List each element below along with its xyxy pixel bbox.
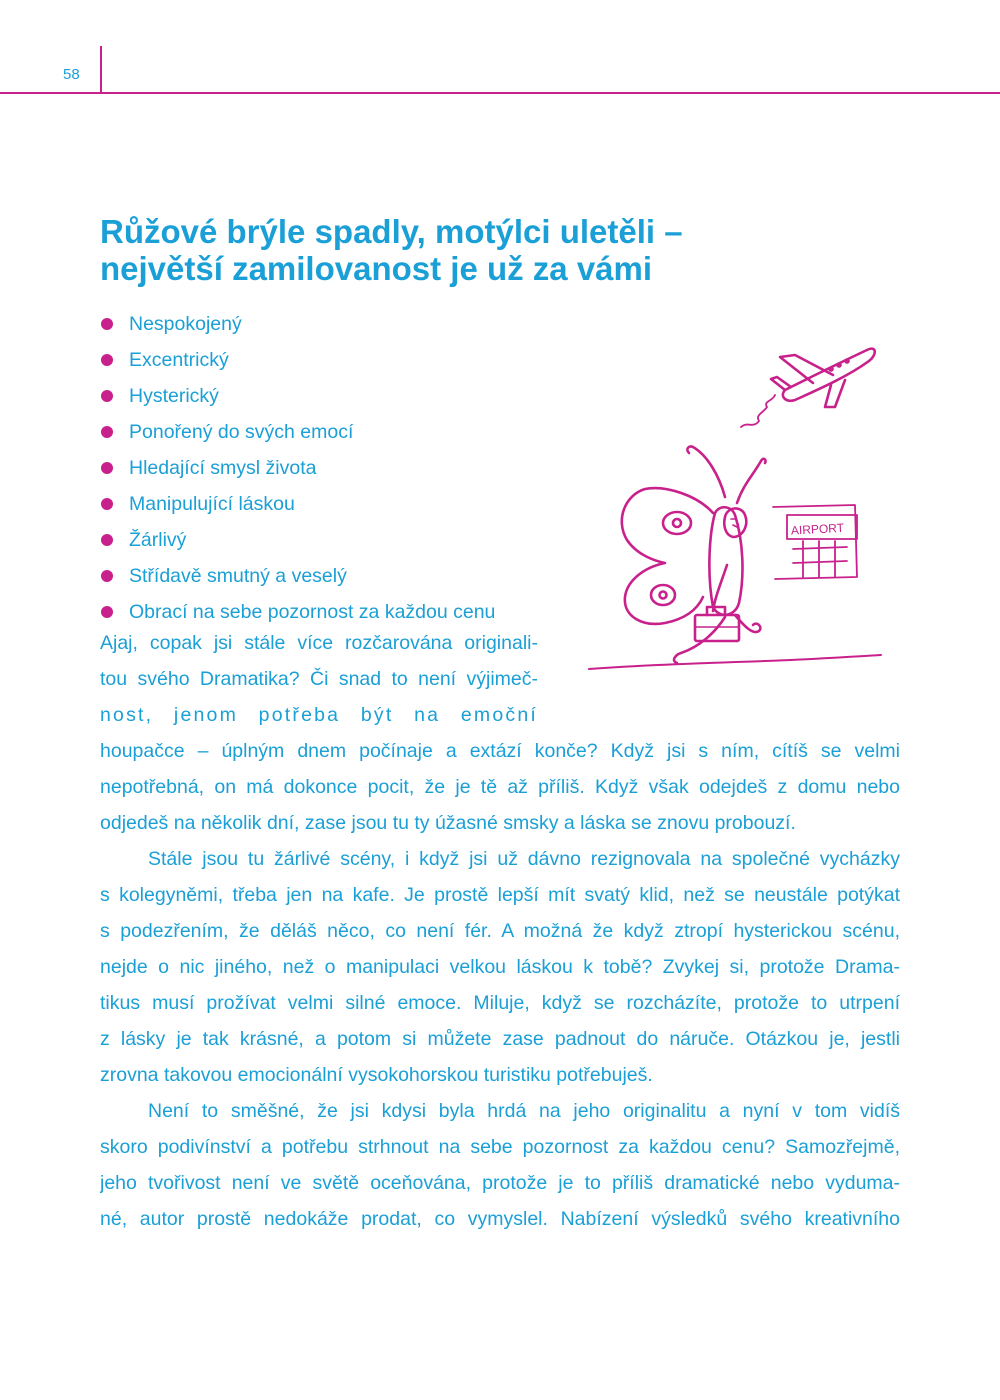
paragraph-line: s kolegyněmi, třeba jen na kafe. Je prostě lepší mít svatý klid, než se neustále potýkat: [100, 884, 900, 906]
list-item: [100, 558, 495, 594]
list-item-text: Střídavě smutný a veselý: [129, 565, 347, 587]
bullet-icon: [101, 534, 113, 546]
paragraph-line: nejde o nic jiného, než o manipulaci velkou láskou k tobě? Zvykej si, protože Drama-: [100, 956, 900, 978]
bullet-icon: [101, 606, 113, 618]
airplane-icon: [771, 349, 875, 407]
list-item-text: Hysterický: [129, 385, 219, 407]
bullet-icon: [101, 390, 113, 402]
header-divider: [100, 46, 102, 93]
antenna: [737, 459, 766, 503]
list-item: [100, 450, 495, 486]
antenna: [687, 446, 725, 497]
paragraph-line: tou svého Dramatika? Či snad to není výjimeč-: [100, 668, 538, 690]
header-rule: [0, 92, 1000, 94]
paragraph-line: zrovna takovou emocionální vysokohorskou turistiku potřebuješ.: [100, 1064, 653, 1086]
paragraph-line: nepotřebná, on má dokonce pocit, že je tě až příliš. Když však odejdeš z domu nebo: [100, 776, 900, 798]
list-item: [100, 342, 495, 378]
bullet-icon: [101, 318, 113, 330]
paragraph-line: odjedeš na několik dní, zase jsou tu ty úžasné smsky a láska se znovu probouzí.: [100, 812, 796, 834]
ground-line: [589, 655, 881, 669]
wing-spot: [673, 519, 681, 527]
bullet-icon: [101, 462, 113, 474]
paragraph-line: Ajaj, copak jsi stále více rozčarována originali-: [100, 632, 538, 654]
paragraph-line: z lásky je tak krásné, a potom si můžete zase padnout do náruče. Otázkou je, jestli: [100, 1028, 900, 1050]
list-item-text: Excentrický: [129, 349, 229, 371]
chapter-title-line-1: Růžové brýle spadly, motýlci uletěli –: [100, 213, 683, 250]
list-item-text: Ponořený do svých emocí: [129, 421, 354, 443]
paragraph-line: skoro podivínství a potřebu strhnout na sebe pozornost za každou cenu? Samozřejmě,: [100, 1136, 900, 1158]
butterfly-arm: [713, 565, 727, 611]
wing-spot: [663, 512, 691, 534]
list-item-text: Hledající smysl života: [129, 457, 317, 479]
list-item-text: Obrací na sebe pozornost za každou cenu: [129, 601, 496, 623]
page-number: 58: [63, 66, 80, 83]
paragraph-line: Stále jsou tu žárlivé scény, i když jsi už dávno rezignovala na společné vycházky: [148, 848, 900, 870]
butterfly-airport-illustration: [585, 335, 885, 675]
bullet-icon: [101, 498, 113, 510]
paragraph-line: Není to směšné, že jsi kdysi byla hrdá na jeho originalitu a nyní v tom vidíš: [148, 1100, 900, 1122]
wing-spot: [651, 585, 675, 605]
exhaust-swirl: [741, 395, 775, 427]
paragraph-line: s podezřením, že děláš něco, co není fér. A možná že když ztropí hysterickou scénu,: [100, 920, 900, 942]
list-item: [100, 306, 495, 342]
bullet-icon: [101, 354, 113, 366]
list-item: [100, 486, 495, 522]
paragraph-line: jeho tvořivost není ve světě oceňována, protože je to příliš dramatické nebo vyduma-: [100, 1172, 900, 1194]
paragraph-line: nost, jenom potřeba být na emoční: [100, 704, 538, 726]
body-text: [100, 625, 900, 1237]
list-item: [100, 522, 495, 558]
bullet-icon: [101, 426, 113, 438]
chapter-title-line-2: největší zamilovanost je už za vámi: [100, 250, 653, 287]
butterfly-body: [709, 507, 742, 615]
trait-list: [100, 306, 495, 630]
airport-building: [773, 505, 857, 579]
list-item: [100, 414, 495, 450]
paragraph-2: [100, 841, 900, 1093]
list-item-text: Manipulující láskou: [129, 493, 295, 515]
airport-sign: AIRPORT: [790, 520, 845, 538]
paragraph-line: tikus musí prožívat velmi silné emoce. Miluje, když se rozcházíte, protože to utrpení: [100, 992, 900, 1014]
paragraph-line: houpačce – úplným dnem počínaje a extází konče? Když jsi s ním, cítíš se velmi: [100, 740, 900, 762]
wing-spot: [660, 592, 667, 599]
bullet-icon: [101, 570, 113, 582]
list-item: [100, 378, 495, 414]
chapter-title: [100, 213, 900, 287]
list-item-text: Žárlivý: [129, 529, 187, 551]
list-item-text: Nespokojený: [129, 313, 242, 335]
paragraph-3: [100, 1093, 900, 1237]
paragraph-line: né, autor prostě nedokáže prodat, co vymyslel. Nabízení výsledků svého kreativního: [100, 1208, 900, 1230]
